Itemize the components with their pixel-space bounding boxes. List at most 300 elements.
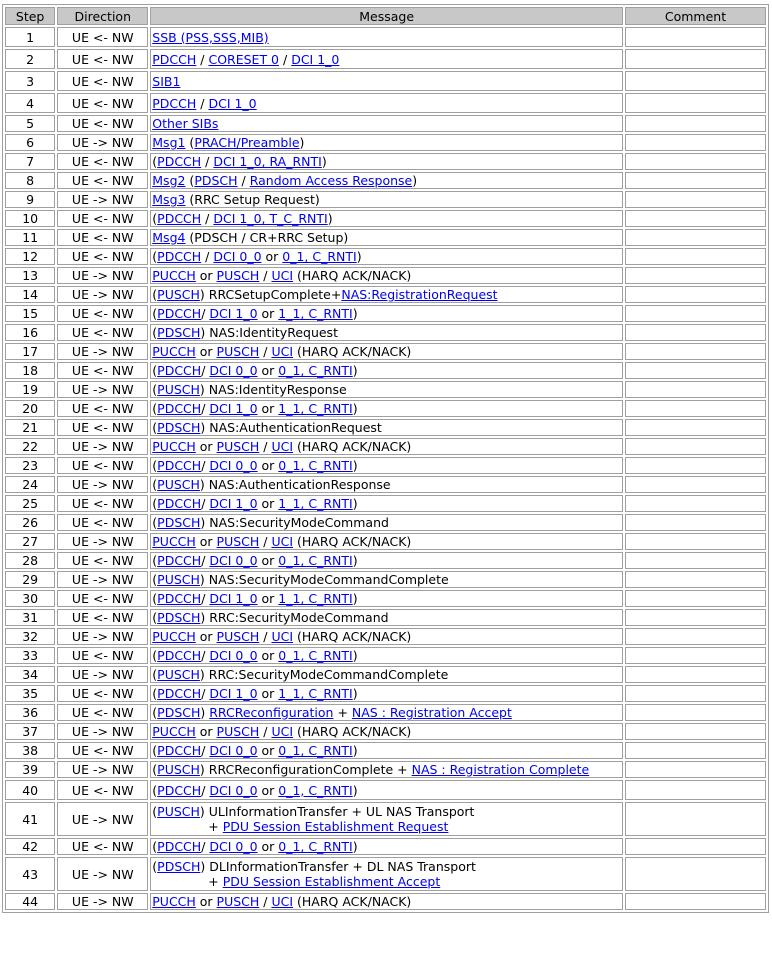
message-link[interactable]: 0_1, C_RNTI	[278, 363, 353, 378]
message-text: /	[201, 686, 210, 701]
message-line	[152, 30, 621, 45]
message-link[interactable]: DCI 0_0	[209, 782, 258, 798]
table-row	[5, 761, 766, 778]
comment-cell	[625, 457, 766, 474]
message-text: (HARQ ACK/NACK)	[293, 534, 412, 549]
message-link[interactable]: DCI 1_0	[291, 51, 340, 67]
message-text: (	[152, 401, 158, 416]
message-link[interactable]: 0_1, C_RNTI	[278, 458, 353, 473]
message-link[interactable]: PDU Session Establishment Request	[222, 819, 449, 834]
step-cell: 4	[5, 93, 55, 113]
direction-cell: UE -> NW	[57, 267, 148, 284]
message-link[interactable]: DCI 1_0, RA_RNTI	[213, 154, 322, 169]
message-text: (	[152, 762, 158, 777]
message-link[interactable]: DCI 0_0	[209, 363, 258, 378]
table-row	[5, 362, 766, 379]
message-cell	[150, 362, 623, 379]
message-text: /	[201, 306, 210, 321]
table-header-row	[5, 7, 766, 25]
message-text: or	[195, 344, 217, 359]
message-link[interactable]: NAS : Registration Complete	[411, 762, 590, 777]
message-link[interactable]: NAS : Registration Accept	[351, 705, 512, 720]
message-link[interactable]: Msg1	[152, 135, 186, 150]
message-text: (HARQ ACK/NACK)	[293, 268, 412, 283]
step-cell: 12	[5, 248, 55, 265]
message-link[interactable]: PUSCH	[157, 477, 200, 492]
message-cell	[150, 305, 623, 322]
message-link[interactable]: RRCReconfiguration	[209, 705, 334, 720]
message-line	[152, 819, 621, 834]
message-link[interactable]: PUCCH	[152, 439, 196, 454]
message-cell	[150, 381, 623, 398]
message-cell	[150, 267, 623, 284]
message-link[interactable]: DCI 1_0	[209, 306, 258, 321]
message-text: or	[195, 534, 217, 549]
message-line	[152, 211, 621, 226]
message-link[interactable]: PRACH/Preamble	[194, 135, 300, 150]
direction-cell: UE -> NW	[57, 628, 148, 645]
message-link[interactable]: PDCCH	[157, 743, 202, 758]
message-link[interactable]: DCI 1_0, T_C_RNTI	[213, 211, 328, 226]
message-text: /	[259, 439, 272, 454]
table-row	[5, 115, 766, 132]
message-cell	[150, 590, 623, 607]
message-link[interactable]: PDCCH	[157, 648, 202, 663]
message-text: (	[152, 667, 158, 682]
step-cell: 7	[5, 153, 55, 170]
message-line	[152, 667, 621, 682]
message-text: (	[152, 572, 158, 587]
message-text: (	[152, 325, 158, 340]
step-cell: 27	[5, 533, 55, 550]
message-text: )	[352, 363, 358, 378]
message-text: (	[185, 135, 195, 150]
message-line	[152, 420, 621, 435]
message-link[interactable]: UCI	[271, 268, 294, 283]
message-link[interactable]: PUCCH	[152, 724, 196, 739]
message-line	[152, 534, 621, 549]
message-line	[152, 287, 621, 302]
message-link[interactable]: PUSCH	[157, 762, 200, 777]
comment-cell	[625, 248, 766, 265]
message-text: (	[152, 496, 158, 511]
message-line	[152, 173, 621, 188]
table-row	[5, 286, 766, 303]
message-text: (	[152, 154, 158, 169]
direction-cell: UE -> NW	[57, 191, 148, 208]
message-cell	[150, 628, 623, 645]
comment-cell	[625, 552, 766, 569]
message-link[interactable]: PDCCH	[152, 95, 197, 111]
message-text: /	[201, 839, 210, 854]
comment-cell	[625, 286, 766, 303]
message-cell	[150, 400, 623, 417]
step-cell: 43	[5, 857, 55, 891]
message-link[interactable]: PUCCH	[152, 629, 196, 644]
message-link[interactable]: 1_1, C_RNTI	[278, 306, 353, 321]
message-cell	[150, 571, 623, 588]
message-text: /	[201, 648, 210, 663]
message-link[interactable]: PDCCH	[157, 591, 202, 606]
message-cell	[150, 343, 623, 360]
message-link[interactable]: Msg4	[152, 230, 186, 245]
message-link[interactable]: PDCCH	[157, 306, 202, 321]
message-line	[152, 439, 621, 454]
message-text: )	[352, 591, 358, 606]
message-line	[152, 743, 621, 758]
message-link[interactable]: PUSCH	[216, 724, 260, 739]
step-cell: 5	[5, 115, 55, 132]
message-text: ) NAS:SecurityModeCommandComplete	[199, 572, 449, 587]
message-text: (	[152, 743, 158, 758]
message-cell	[150, 704, 623, 721]
message-cell	[150, 248, 623, 265]
message-link[interactable]: 0_1, C_RNTI	[278, 553, 353, 568]
message-text: ) RRC:SecurityModeCommand	[200, 610, 389, 625]
comment-cell	[625, 533, 766, 550]
message-line	[152, 382, 621, 397]
message-link[interactable]: 1_1, C_RNTI	[278, 686, 353, 701]
message-cell	[150, 761, 623, 778]
message-link[interactable]: DCI 1_0	[209, 401, 258, 416]
message-text: /	[201, 211, 214, 226]
comment-cell	[625, 343, 766, 360]
message-line	[152, 52, 621, 67]
message-text: (	[152, 420, 158, 435]
comment-cell	[625, 153, 766, 170]
step-cell: 11	[5, 229, 55, 246]
comment-cell	[625, 514, 766, 531]
message-line	[152, 515, 621, 530]
direction-cell: UE <- NW	[57, 71, 148, 91]
message-link[interactable]: 1_1, C_RNTI	[278, 591, 353, 606]
message-link[interactable]: PDCCH	[157, 154, 202, 169]
message-link[interactable]: PDSCH	[157, 705, 201, 720]
message-text: /	[201, 249, 214, 264]
message-link[interactable]: Msg3	[152, 192, 186, 207]
message-link[interactable]: PDCCH	[157, 496, 202, 511]
direction-cell: UE <- NW	[57, 324, 148, 341]
message-line	[152, 894, 621, 909]
message-link[interactable]: 0_1, C_RNTI	[278, 743, 353, 758]
message-link[interactable]: PDCCH	[157, 401, 202, 416]
comment-cell	[625, 93, 766, 113]
message-link[interactable]: PDCCH	[157, 211, 202, 226]
step-cell: 10	[5, 210, 55, 227]
message-line	[152, 96, 621, 111]
message-cell	[150, 134, 623, 151]
message-text: or	[257, 782, 279, 798]
message-line	[152, 804, 621, 819]
direction-cell: UE -> NW	[57, 381, 148, 398]
comment-cell	[625, 267, 766, 284]
table-row	[5, 514, 766, 531]
message-text: /	[259, 894, 272, 909]
table-row	[5, 172, 766, 189]
message-text: ) NAS:SecurityModeCommand	[200, 515, 389, 530]
comment-cell	[625, 172, 766, 189]
step-cell: 35	[5, 685, 55, 702]
message-text: /	[196, 95, 209, 111]
message-link[interactable]: DCI 0_0	[209, 648, 258, 663]
comment-cell	[625, 857, 766, 891]
message-text: /	[259, 268, 272, 283]
message-text: ) NAS:AuthenticationRequest	[200, 420, 382, 435]
message-text: or	[257, 458, 279, 473]
message-link[interactable]: UCI	[271, 629, 294, 644]
message-link[interactable]: PDCCH	[157, 686, 202, 701]
message-link[interactable]: UCI	[271, 894, 294, 909]
table-row	[5, 305, 766, 322]
message-link[interactable]: 0_1, C_RNTI	[282, 249, 357, 264]
message-link[interactable]: DCI 0_0	[209, 839, 258, 854]
message-cell	[150, 647, 623, 664]
message-text: or	[257, 686, 279, 701]
message-cell	[150, 27, 623, 47]
message-link[interactable]: UCI	[271, 344, 294, 359]
message-link[interactable]: PUSCH	[157, 572, 200, 587]
message-link[interactable]: PDCCH	[157, 553, 202, 568]
direction-cell: UE <- NW	[57, 685, 148, 702]
message-link[interactable]: DCI 0_0	[209, 743, 258, 758]
message-line	[152, 610, 621, 625]
message-text: )	[352, 648, 358, 663]
comment-cell	[625, 893, 766, 910]
message-line	[152, 116, 621, 131]
step-cell: 15	[5, 305, 55, 322]
comment-cell	[625, 115, 766, 132]
direction-cell: UE <- NW	[57, 609, 148, 626]
message-link[interactable]: PUCCH	[152, 894, 196, 909]
message-text: /	[279, 51, 292, 67]
direction-cell: UE <- NW	[57, 419, 148, 436]
message-text: /	[259, 724, 272, 739]
message-link[interactable]: PDSCH	[157, 515, 201, 530]
message-link[interactable]: PUCCH	[152, 344, 196, 359]
message-link[interactable]: DCI 1_0	[209, 496, 258, 511]
table-row	[5, 533, 766, 550]
message-link[interactable]: DCI 1_0	[208, 95, 257, 111]
message-link[interactable]: 0_1, C_RNTI	[278, 648, 353, 663]
message-link[interactable]: PDCCH	[152, 51, 197, 67]
message-link[interactable]: NAS:RegistrationRequest	[341, 287, 498, 302]
message-link[interactable]: PUSCH	[157, 287, 200, 302]
table-row	[5, 609, 766, 626]
message-link[interactable]: Other SIBs	[152, 116, 219, 131]
message-link[interactable]: DCI 0_0	[213, 249, 262, 264]
comment-cell	[625, 476, 766, 493]
message-text: /	[201, 782, 210, 798]
message-link[interactable]: Random Access Response	[249, 173, 413, 188]
message-text: (	[152, 249, 158, 264]
message-line	[152, 859, 621, 874]
message-cell	[150, 685, 623, 702]
message-text: (	[152, 804, 158, 819]
message-link[interactable]: PDCCH	[157, 363, 202, 378]
message-text: (	[152, 306, 158, 321]
comment-cell	[625, 210, 766, 227]
step-cell: 38	[5, 742, 55, 759]
message-link[interactable]: DCI 1_0	[209, 591, 258, 606]
comment-cell	[625, 704, 766, 721]
message-text: (	[152, 705, 158, 720]
message-text: (HARQ ACK/NACK)	[293, 894, 412, 909]
message-link[interactable]: CORESET 0	[208, 51, 280, 67]
message-line	[152, 839, 621, 854]
table-row	[5, 685, 766, 702]
table-body	[5, 27, 766, 910]
message-text: (HARQ ACK/NACK)	[293, 439, 412, 454]
comment-cell	[625, 191, 766, 208]
message-link[interactable]: PUSCH	[157, 382, 200, 397]
step-cell: 2	[5, 49, 55, 69]
message-cell	[150, 495, 623, 512]
message-link[interactable]: PUSCH	[216, 894, 260, 909]
message-line	[152, 553, 621, 568]
comment-cell	[625, 723, 766, 740]
message-text: ) NAS:AuthenticationResponse	[199, 477, 391, 492]
message-text: /	[259, 534, 272, 549]
message-link[interactable]: UCI	[271, 534, 294, 549]
message-text: (	[152, 591, 158, 606]
message-line	[152, 629, 621, 644]
message-cell	[150, 723, 623, 740]
message-link[interactable]: 0_1, C_RNTI	[278, 839, 353, 854]
message-line	[152, 306, 621, 321]
message-link[interactable]: PDSCH	[157, 859, 201, 874]
message-link[interactable]: DCI 0_0	[209, 458, 258, 473]
direction-cell: UE -> NW	[57, 802, 148, 836]
comment-cell	[625, 438, 766, 455]
message-line	[152, 705, 621, 720]
comment-cell	[625, 780, 766, 800]
message-link[interactable]: PUSCH	[157, 667, 200, 682]
comment-cell	[625, 305, 766, 322]
message-cell	[150, 71, 623, 91]
message-link[interactable]: PUCCH	[152, 534, 196, 549]
comment-cell	[625, 229, 766, 246]
direction-cell: UE <- NW	[57, 838, 148, 855]
message-link[interactable]: 1_1, C_RNTI	[278, 496, 353, 511]
message-link[interactable]: 1_1, C_RNTI	[278, 401, 353, 416]
message-link[interactable]: PUSCH	[216, 439, 260, 454]
message-link[interactable]: PDCCH	[157, 249, 202, 264]
message-text: )	[352, 553, 358, 568]
message-link[interactable]: SSB (PSS,SSS,MIB)	[152, 29, 269, 45]
message-link[interactable]: PDSCH	[157, 610, 201, 625]
message-text: (	[152, 686, 158, 701]
message-link[interactable]: PDSCH	[157, 325, 201, 340]
message-text: (	[152, 553, 158, 568]
message-link[interactable]: PDSCH	[194, 173, 238, 188]
table-row	[5, 838, 766, 855]
direction-cell: UE -> NW	[57, 761, 148, 778]
message-link[interactable]: PUSCH	[216, 629, 260, 644]
message-link[interactable]: PDCCH	[157, 839, 202, 854]
step-cell: 22	[5, 438, 55, 455]
direction-cell: UE <- NW	[57, 229, 148, 246]
header-comment: Comment	[625, 7, 766, 25]
message-text: (HARQ ACK/NACK)	[293, 724, 412, 739]
message-link[interactable]: PUSCH	[157, 804, 200, 819]
message-line	[152, 572, 621, 587]
message-text: /	[201, 591, 210, 606]
message-line	[152, 401, 621, 416]
message-text: (	[152, 287, 158, 302]
message-link[interactable]: 0_1, C_RNTI	[278, 782, 353, 798]
table-row	[5, 324, 766, 341]
table-row	[5, 93, 766, 113]
message-text: )	[352, 839, 358, 854]
message-cell	[150, 191, 623, 208]
direction-cell: UE -> NW	[57, 533, 148, 550]
message-link[interactable]: PDCCH	[157, 782, 202, 798]
comment-cell	[625, 742, 766, 759]
message-text: or	[195, 724, 217, 739]
message-text: )	[321, 154, 327, 169]
message-link[interactable]: PUSCH	[216, 534, 260, 549]
table-row	[5, 229, 766, 246]
table-row	[5, 343, 766, 360]
message-link[interactable]: UCI	[271, 439, 294, 454]
message-text: )	[412, 173, 418, 188]
direction-cell: UE <- NW	[57, 362, 148, 379]
table-row	[5, 742, 766, 759]
message-line	[152, 135, 621, 150]
message-text: or	[257, 839, 279, 854]
message-link[interactable]: Msg2	[152, 173, 186, 188]
message-text: /	[237, 173, 250, 188]
message-line	[152, 74, 621, 89]
table-row	[5, 552, 766, 569]
comment-cell	[625, 571, 766, 588]
message-link[interactable]: DCI 1_0	[209, 686, 258, 701]
message-cell	[150, 742, 623, 759]
comment-cell	[625, 761, 766, 778]
message-text: /	[201, 553, 210, 568]
comment-cell	[625, 324, 766, 341]
step-cell: 21	[5, 419, 55, 436]
message-text: or	[195, 268, 217, 283]
message-link[interactable]: PDCCH	[157, 458, 202, 473]
message-line	[152, 230, 621, 245]
message-link[interactable]: PDSCH	[157, 420, 201, 435]
message-text: )	[352, 458, 358, 473]
message-link[interactable]: PDU Session Establishment Accept	[222, 874, 441, 889]
message-text: /	[201, 154, 214, 169]
table-row	[5, 666, 766, 683]
message-link[interactable]: SIB1	[152, 73, 181, 89]
step-cell: 37	[5, 723, 55, 740]
message-link[interactable]: PUSCH	[216, 268, 260, 283]
message-link[interactable]: DCI 0_0	[209, 553, 258, 568]
direction-cell: UE <- NW	[57, 153, 148, 170]
step-cell: 6	[5, 134, 55, 151]
message-link[interactable]: PUSCH	[216, 344, 260, 359]
direction-cell: UE <- NW	[57, 647, 148, 664]
message-link[interactable]: PUCCH	[152, 268, 196, 283]
step-cell: 42	[5, 838, 55, 855]
comment-cell	[625, 802, 766, 836]
table-row	[5, 495, 766, 512]
header-message: Message	[150, 7, 623, 25]
message-text: or	[257, 743, 279, 758]
message-text: (HARQ ACK/NACK)	[293, 629, 412, 644]
message-cell	[150, 802, 623, 836]
step-cell: 23	[5, 457, 55, 474]
message-link[interactable]: UCI	[271, 724, 294, 739]
direction-cell: UE -> NW	[57, 857, 148, 891]
